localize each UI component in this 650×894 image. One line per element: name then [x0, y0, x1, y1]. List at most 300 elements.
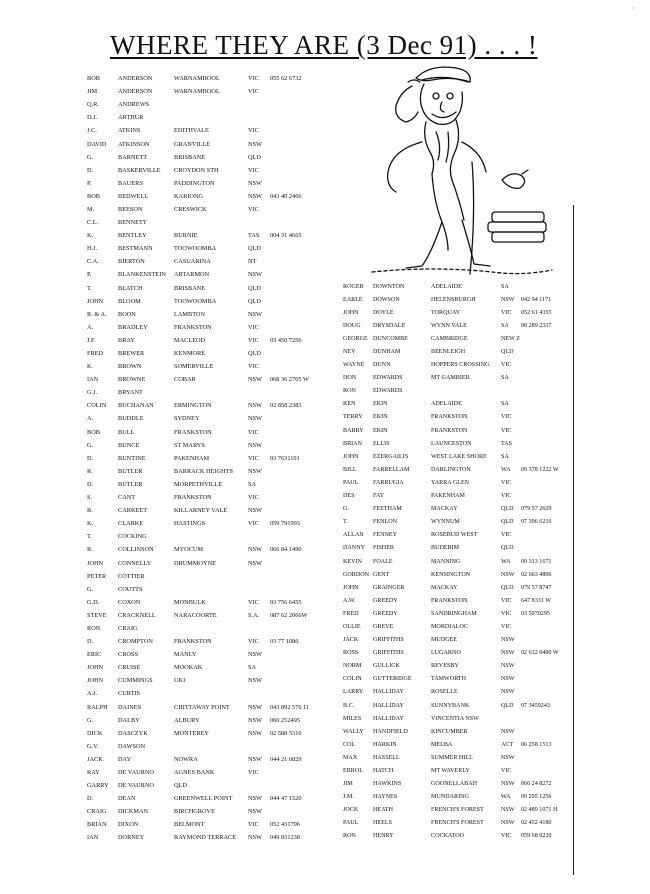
suburb: CHITTAWAY POINT	[174, 703, 230, 711]
suburb: MORDIALOC	[431, 623, 468, 630]
list-item	[87, 596, 343, 609]
first-name: P.	[87, 271, 92, 279]
list-item	[87, 622, 343, 635]
surname: HALLIDAY	[373, 689, 404, 696]
surname: EKIN	[373, 401, 388, 408]
first-name: BRIAN	[343, 440, 362, 447]
state: NSW	[248, 179, 262, 187]
surname: BENNETT	[118, 219, 147, 227]
surname: HAYNES	[373, 794, 398, 801]
suburb: LUGARNO	[431, 650, 461, 657]
list-item	[343, 712, 573, 725]
first-name: G.	[87, 441, 94, 449]
state: NSW	[248, 441, 262, 449]
first-name: BILL	[343, 466, 357, 473]
list-item	[343, 738, 573, 751]
suburb: FRANKSTON	[431, 427, 468, 434]
first-name: Q.R.	[87, 101, 99, 109]
phone: 044 21 6829	[270, 755, 302, 763]
list-item	[343, 686, 573, 699]
list-item	[343, 359, 573, 372]
suburb: TOOWOOMBA	[174, 245, 217, 253]
surname: ATKINS	[118, 127, 141, 135]
first-name: K.	[87, 363, 94, 371]
first-name: T.	[87, 533, 92, 541]
state: NSW	[248, 271, 262, 279]
state: QLD	[501, 519, 514, 526]
first-name: FRED	[87, 350, 104, 358]
first-name: A.J.	[87, 690, 98, 698]
surname: DIXON	[118, 821, 139, 829]
state: QLD	[248, 153, 261, 161]
state: NSW	[501, 781, 515, 788]
list-item	[343, 673, 573, 686]
surname: BRADLEY	[118, 323, 148, 331]
list-item	[87, 111, 343, 124]
surname: HATCH	[373, 768, 394, 775]
surname: DUNCOMBE	[373, 335, 408, 342]
list-item	[87, 517, 343, 530]
suburb: MT WAVERLY	[431, 768, 470, 775]
state: NSW	[248, 140, 262, 148]
first-name: JOHN	[87, 677, 104, 685]
suburb: HELENSBURGH	[431, 296, 476, 303]
list-item	[343, 778, 573, 791]
first-name: T.	[87, 284, 92, 292]
surname: HARKIN	[373, 741, 397, 748]
first-name: R. & A.	[87, 310, 107, 318]
suburb: WYNNUM	[431, 519, 460, 526]
first-name: NEV	[343, 349, 356, 356]
list-item	[343, 594, 573, 607]
suburb: FRANKSTON	[174, 638, 212, 646]
list-item	[87, 570, 343, 583]
phone: 052 431796	[270, 821, 300, 829]
suburb: MACLEOD	[174, 336, 206, 344]
suburb: WARNAMBOOL	[174, 88, 220, 96]
first-name: R.	[87, 507, 93, 515]
list-item	[343, 490, 573, 503]
state: VIC	[248, 428, 259, 436]
first-name: JACK	[343, 637, 359, 644]
list-item	[343, 424, 573, 437]
surname: ARTHUR	[118, 114, 144, 122]
state: VIC	[501, 479, 512, 486]
state: SA	[501, 322, 509, 329]
state: VIC	[501, 597, 512, 604]
suburb: REVESBY	[431, 663, 459, 670]
state: NSW	[248, 467, 262, 475]
sailor-cartoon-icon	[352, 62, 562, 280]
list-item	[87, 740, 343, 753]
first-name: RON	[343, 388, 356, 395]
suburb: FRANKSTON	[431, 414, 468, 421]
state: NT	[248, 258, 257, 266]
surname: DRYSDALE	[373, 322, 406, 329]
state: TAS	[248, 232, 260, 240]
state: SA	[501, 283, 509, 290]
suburb: BELMONT	[174, 821, 205, 829]
phone: 066 24 8272	[521, 781, 552, 788]
phone: 044 47 1520	[270, 795, 302, 803]
first-name: JOHN	[343, 453, 359, 460]
state: VIC	[501, 532, 512, 539]
state: VIC	[248, 598, 259, 606]
phone: 087 62 2066W	[270, 611, 308, 619]
list-item	[87, 491, 343, 504]
surname: FARRELLAM	[373, 466, 410, 473]
suburb: BUDERIM	[431, 545, 460, 552]
surname: BUTLER	[118, 467, 143, 475]
state: SA	[248, 664, 257, 672]
surname: BOON	[118, 310, 136, 318]
surname: EKIN	[373, 414, 388, 421]
state: QLD	[248, 297, 261, 305]
surname: BESTMANN	[118, 245, 153, 253]
state: NSW	[248, 716, 262, 724]
first-name: D.J.	[87, 114, 98, 122]
list-item	[343, 581, 573, 594]
first-name: A.	[87, 323, 94, 331]
suburb: VINCENTIA NSW	[431, 715, 479, 722]
first-name: STEVE	[87, 611, 107, 619]
suburb: BRISBANE	[174, 153, 206, 161]
state: NSW	[501, 754, 515, 761]
state: NSW	[501, 676, 515, 683]
first-name: J.C.	[87, 127, 97, 135]
first-name: DAVID	[87, 140, 107, 148]
suburb: DRUMMOYNE	[174, 559, 216, 567]
first-name: G.D.	[87, 598, 100, 606]
suburb: FRANKSTON	[174, 323, 212, 331]
surname: CRUISE	[118, 664, 141, 672]
surname: DOYLE	[373, 309, 394, 316]
surname: COUTTS	[118, 585, 143, 593]
surname: COLLINSON	[118, 546, 154, 554]
suburb: DARLINGTON	[431, 466, 471, 473]
surname: CROSS	[118, 651, 138, 659]
first-name: CRAIG	[87, 808, 107, 816]
phone: 08 289 2337	[521, 322, 552, 329]
phone: 059 68 9220	[521, 833, 552, 840]
state: VIC	[501, 493, 512, 500]
list-item	[343, 345, 573, 358]
state: NSW	[501, 820, 515, 827]
first-name: IAN	[87, 376, 99, 384]
first-name: DANNY	[343, 545, 366, 552]
corner-mark: ·	[632, 4, 635, 13]
suburb: BEENLEIGH	[431, 349, 466, 356]
state: WA	[501, 558, 511, 565]
first-name: PAUL	[343, 820, 359, 827]
surname: GUTTERIDGE	[373, 676, 412, 683]
surname: HEELS	[373, 820, 392, 827]
state: S.A.	[248, 611, 260, 619]
list-item	[87, 701, 343, 714]
list-item	[87, 465, 343, 478]
first-name: J.M.	[343, 794, 354, 801]
phone: 079 57 2629	[521, 506, 552, 513]
list-item	[87, 426, 343, 439]
suburb: WEST LAKE SHORE	[431, 453, 487, 460]
list-item	[343, 385, 573, 398]
list-item	[87, 648, 343, 661]
list-item	[343, 751, 573, 764]
first-name: G.	[87, 716, 94, 724]
surname: BENTLEY	[118, 232, 147, 240]
surname: DEAN	[118, 795, 136, 803]
suburb: BIRCHGROVE	[174, 808, 215, 816]
list-item	[87, 229, 343, 242]
suburb: GREENWELL POINT	[174, 795, 233, 803]
list-item	[343, 817, 573, 830]
suburb: FRANKSTON	[174, 428, 212, 436]
state: VIC	[248, 520, 259, 528]
phone: 06 258 1513	[521, 741, 552, 748]
state: VIC	[248, 88, 259, 96]
suburb: ST MARYS	[174, 441, 205, 449]
list-item	[87, 255, 343, 268]
first-name: JOHN	[87, 664, 104, 672]
surname: DOWNTON	[373, 283, 405, 290]
surname: CROMPTON	[118, 638, 153, 646]
list-item	[87, 583, 343, 596]
state: VIC	[501, 427, 512, 434]
list-item	[87, 831, 343, 844]
list-item	[87, 242, 343, 255]
surname: BROWN	[118, 363, 142, 371]
state: WA	[501, 794, 511, 801]
state: VIC	[248, 494, 259, 502]
first-name: WAYNE	[343, 362, 365, 369]
phone: 09 378 1222 W	[521, 466, 559, 473]
surname: FEETHAM	[373, 506, 402, 513]
phone: 043 892 576 11	[270, 703, 310, 711]
first-name: G.	[87, 153, 94, 161]
suburb: FRENCH'S FOREST	[431, 807, 484, 814]
list-item	[343, 516, 573, 529]
suburb: MONTEREY	[174, 729, 209, 737]
surname: BROWNE	[118, 376, 146, 384]
state: NSW	[248, 834, 262, 842]
suburb: LAUNCESTON	[431, 440, 472, 447]
phone: 055 62 6732	[270, 75, 302, 83]
first-name: JACK	[87, 755, 103, 763]
surname: DAINES	[118, 703, 142, 711]
first-name: A.W.	[343, 597, 356, 604]
first-name: D.	[87, 480, 94, 488]
list-item	[343, 437, 573, 450]
surname: ANDREWS	[118, 101, 150, 109]
state: NSW	[248, 651, 262, 659]
list-item	[343, 450, 573, 463]
phone: 03 5970295	[521, 610, 550, 617]
surname: DALBY	[118, 716, 140, 724]
first-name: BOB	[87, 192, 100, 200]
first-name: RON	[87, 624, 101, 632]
first-name: JOHN	[87, 559, 104, 567]
first-name: LARRY	[343, 689, 364, 696]
list-item	[343, 398, 573, 411]
surname: DAY	[118, 755, 132, 763]
list-item	[87, 295, 343, 308]
list-item	[343, 319, 573, 332]
surname: BEESON	[118, 205, 143, 213]
list-item	[343, 725, 573, 738]
list-item	[343, 476, 573, 489]
first-name: RON	[343, 833, 356, 840]
suburb: MUNDARING	[431, 794, 469, 801]
suburb: QLD	[174, 782, 187, 790]
suburb: PAKENHAM	[431, 493, 465, 500]
suburb: ALBURY	[174, 716, 200, 724]
list-item	[343, 463, 573, 476]
state: TAS	[501, 440, 513, 447]
list-item	[87, 779, 343, 792]
list-item	[87, 635, 343, 648]
first-name: A.	[87, 415, 94, 423]
surname: CANT	[118, 494, 136, 502]
surname: COXON	[118, 598, 141, 606]
state: SA	[501, 375, 509, 382]
surname: GREEDY	[373, 610, 398, 617]
list-item	[87, 386, 343, 399]
list-item	[87, 727, 343, 740]
list-item	[87, 98, 343, 111]
state: WA	[501, 466, 511, 473]
phone: 052 61 4355	[521, 309, 552, 316]
surname: GREEDY	[373, 597, 398, 604]
list-item	[87, 818, 343, 831]
suburb: CRESWICK	[174, 205, 207, 213]
suburb: PADDINGTON	[174, 179, 215, 187]
suburb: BRISBANE	[174, 284, 206, 292]
list-item	[343, 503, 573, 516]
first-name: G.	[87, 585, 94, 593]
surname: GRIFFITHS	[373, 637, 404, 644]
surname: GRIFFITHS	[373, 650, 404, 657]
first-name: R.	[87, 467, 93, 475]
state: QLD	[501, 545, 514, 552]
state: VIC	[248, 127, 259, 135]
suburb: PAKENHAM	[174, 454, 210, 462]
list-item	[87, 373, 343, 386]
state: VIC	[248, 363, 259, 371]
first-name: JOHN	[343, 584, 359, 591]
state: VIC	[501, 610, 512, 617]
suburb: KARIONG	[174, 192, 204, 200]
suburb: SOMERVILLE	[174, 363, 214, 371]
first-name: DON	[343, 375, 357, 382]
state: NSW	[248, 703, 262, 711]
suburb: MONBULK	[174, 598, 206, 606]
first-name: IAN	[87, 834, 99, 842]
list-item	[87, 347, 343, 360]
list-item	[87, 124, 343, 137]
suburb: UKI	[174, 677, 186, 685]
suburb: ROSEBUD WEST	[431, 532, 478, 539]
first-name: GORDON	[343, 571, 370, 578]
surname: ANDERSON	[118, 75, 153, 83]
state: VIC	[248, 336, 259, 344]
suburb: NOWRA	[174, 755, 198, 763]
list-item	[343, 372, 573, 385]
list-item	[87, 177, 343, 190]
state: VIC	[248, 769, 259, 777]
surname: FOALE	[373, 558, 393, 565]
list-item	[87, 687, 343, 700]
suburb: KINCUMBER	[431, 728, 468, 735]
list-item	[343, 542, 573, 555]
surname: ANDERSON	[118, 88, 153, 96]
surname: BRYANT	[118, 389, 143, 397]
state: QLD	[501, 702, 514, 709]
first-name: BRIAN	[87, 821, 107, 829]
state: NSW	[248, 192, 262, 200]
suburb: KENMORE	[174, 350, 206, 358]
state: VIC	[501, 414, 512, 421]
phone: 049 831238	[270, 834, 300, 842]
suburb: KILLARNEY VALE	[174, 507, 228, 515]
first-name: S.	[87, 494, 93, 502]
surname: HALLIDAY	[373, 715, 404, 722]
state: VIC	[501, 833, 512, 840]
suburb: MANNING	[431, 558, 461, 565]
suburb: SUNNYBANK	[431, 702, 470, 709]
surname: CARKEET	[118, 507, 148, 515]
surname: FAY	[373, 493, 385, 500]
state: VIC	[501, 309, 512, 316]
first-name: JIM	[87, 88, 98, 96]
first-name: D.	[87, 166, 94, 174]
first-name: PETER	[87, 572, 107, 580]
list-item	[87, 321, 343, 334]
suburb: RAYMOND TERRACE	[174, 834, 237, 842]
surname: CUMMINGS	[118, 677, 153, 685]
suburb: NARACOORTE	[174, 611, 217, 619]
surname: HANDFIELD	[373, 728, 408, 735]
suburb: MOOKAK	[174, 664, 203, 672]
first-name: MILES	[343, 715, 362, 722]
state: VIC	[248, 205, 259, 213]
phone: 647 8331 W	[521, 597, 552, 604]
list-item	[87, 360, 343, 373]
list-item	[87, 792, 343, 805]
list-item	[87, 164, 343, 177]
state: QLD	[501, 584, 514, 591]
list-item	[343, 280, 573, 293]
first-name: C.A.	[87, 258, 99, 266]
first-name: G.	[343, 506, 349, 513]
surname: BUDDLE	[118, 415, 144, 423]
first-name: RALPH	[87, 703, 108, 711]
suburb: MT GAMBIER	[431, 375, 470, 382]
suburb: BURNIE	[174, 232, 198, 240]
suburb: HOPPERS CROSSING	[431, 362, 490, 369]
list-item	[87, 543, 343, 556]
first-name: JIM	[343, 781, 353, 788]
suburb: CAMBRIDGE	[431, 335, 468, 342]
suburb: COBAR	[174, 376, 196, 384]
suburb: SANDRINGHAM	[431, 610, 477, 617]
first-name: KEVIN	[343, 558, 362, 565]
surname: ATKINSON	[118, 140, 150, 148]
first-name: H.J.	[87, 245, 98, 253]
first-name: ROGER	[343, 283, 364, 290]
list-item	[87, 216, 343, 229]
surname: ELLIS	[373, 440, 390, 447]
surname: DORNEY	[118, 834, 145, 842]
